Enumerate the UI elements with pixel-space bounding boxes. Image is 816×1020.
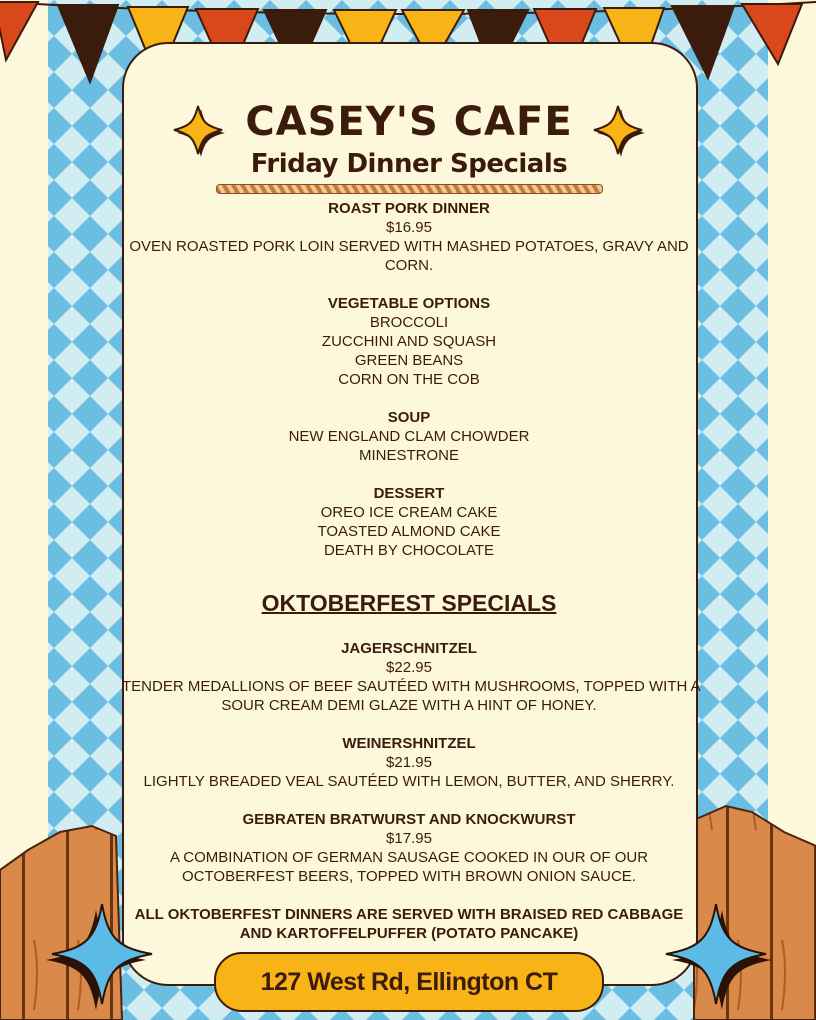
roast-desc: CORN. [384, 257, 434, 274]
list-item: BROCCOLI [369, 314, 449, 331]
roast-desc: OVEN ROASTED PORK LOIN SERVED WITH MASHED POTATOES, GRAVY AND [129, 238, 689, 255]
dinner-note: AND KARTOFFELPUFFER (POTATO PANCAKE) [239, 925, 579, 942]
list-item: ZUCCHINI AND SQUASH [321, 333, 497, 350]
rope-divider [216, 184, 603, 194]
soup-title: SOUP [387, 409, 431, 426]
brat-desc: A COMBINATION OF GERMAN SAUSAGE COOKED IN OUR OF OUR [169, 849, 649, 866]
list-item: TOASTED ALMOND CAKE [317, 523, 501, 540]
weiner-title: WEINERSHNITZEL [342, 735, 476, 752]
dinner-note: ALL OKTOBERFEST DINNERS ARE SERVED WITH BRAISED RED CABBAGE [134, 906, 684, 923]
brat-price: $17.95 [386, 830, 432, 847]
brat-desc: OCTOBERFEST BEERS, TOPPED WITH BROWN ONION SAUCE. [182, 868, 636, 885]
jager-desc: SOUR CREAM DEMI GLAZE WITH A HINT OF HONEY. [221, 697, 597, 714]
oktoberfest-heading: OKTOBERFEST SPECIALS [261, 590, 557, 616]
cafe-name: CASEY'S CAFE [245, 99, 573, 145]
list-item: OREO ICE CREAM CAKE [320, 504, 498, 521]
list-item: DEATH BY CHOCOLATE [323, 542, 495, 559]
jager-price: $22.95 [386, 659, 432, 676]
brat-title: GEBRATEN BRATWURST AND KNOCKWURST [242, 811, 576, 828]
sparkle-star-icon [44, 896, 160, 1012]
list-item: MINESTRONE [358, 447, 459, 464]
sparkle-star-icon [658, 896, 774, 1012]
menu-subtitle: Friday Dinner Specials [250, 149, 568, 179]
roast-title: ROAST PORK DINNER [328, 200, 490, 217]
address-badge: 127 West Rd, Ellington CT [214, 952, 604, 1012]
list-item: GREEN BEANS [354, 352, 464, 369]
roast-price: $16.95 [386, 219, 432, 236]
vegetables-title: VEGETABLE OPTIONS [327, 295, 491, 312]
jager-desc: TENDER MEDALLIONS OF BEEF SAUTÉED WITH MUSHROOMS, TOPPED WITH A [122, 678, 701, 695]
jager-title: JAGERSCHNITZEL [341, 640, 477, 657]
list-item: CORN ON THE COB [338, 371, 480, 388]
dessert-title: DESSERT [373, 485, 445, 502]
weiner-price: $21.95 [386, 754, 432, 771]
list-item: NEW ENGLAND CLAM CHOWDER [288, 428, 530, 445]
weiner-desc: LIGHTLY BREADED VEAL SAUTÉED WITH LEMON, BUTTER, AND SHERRY. [143, 773, 675, 790]
